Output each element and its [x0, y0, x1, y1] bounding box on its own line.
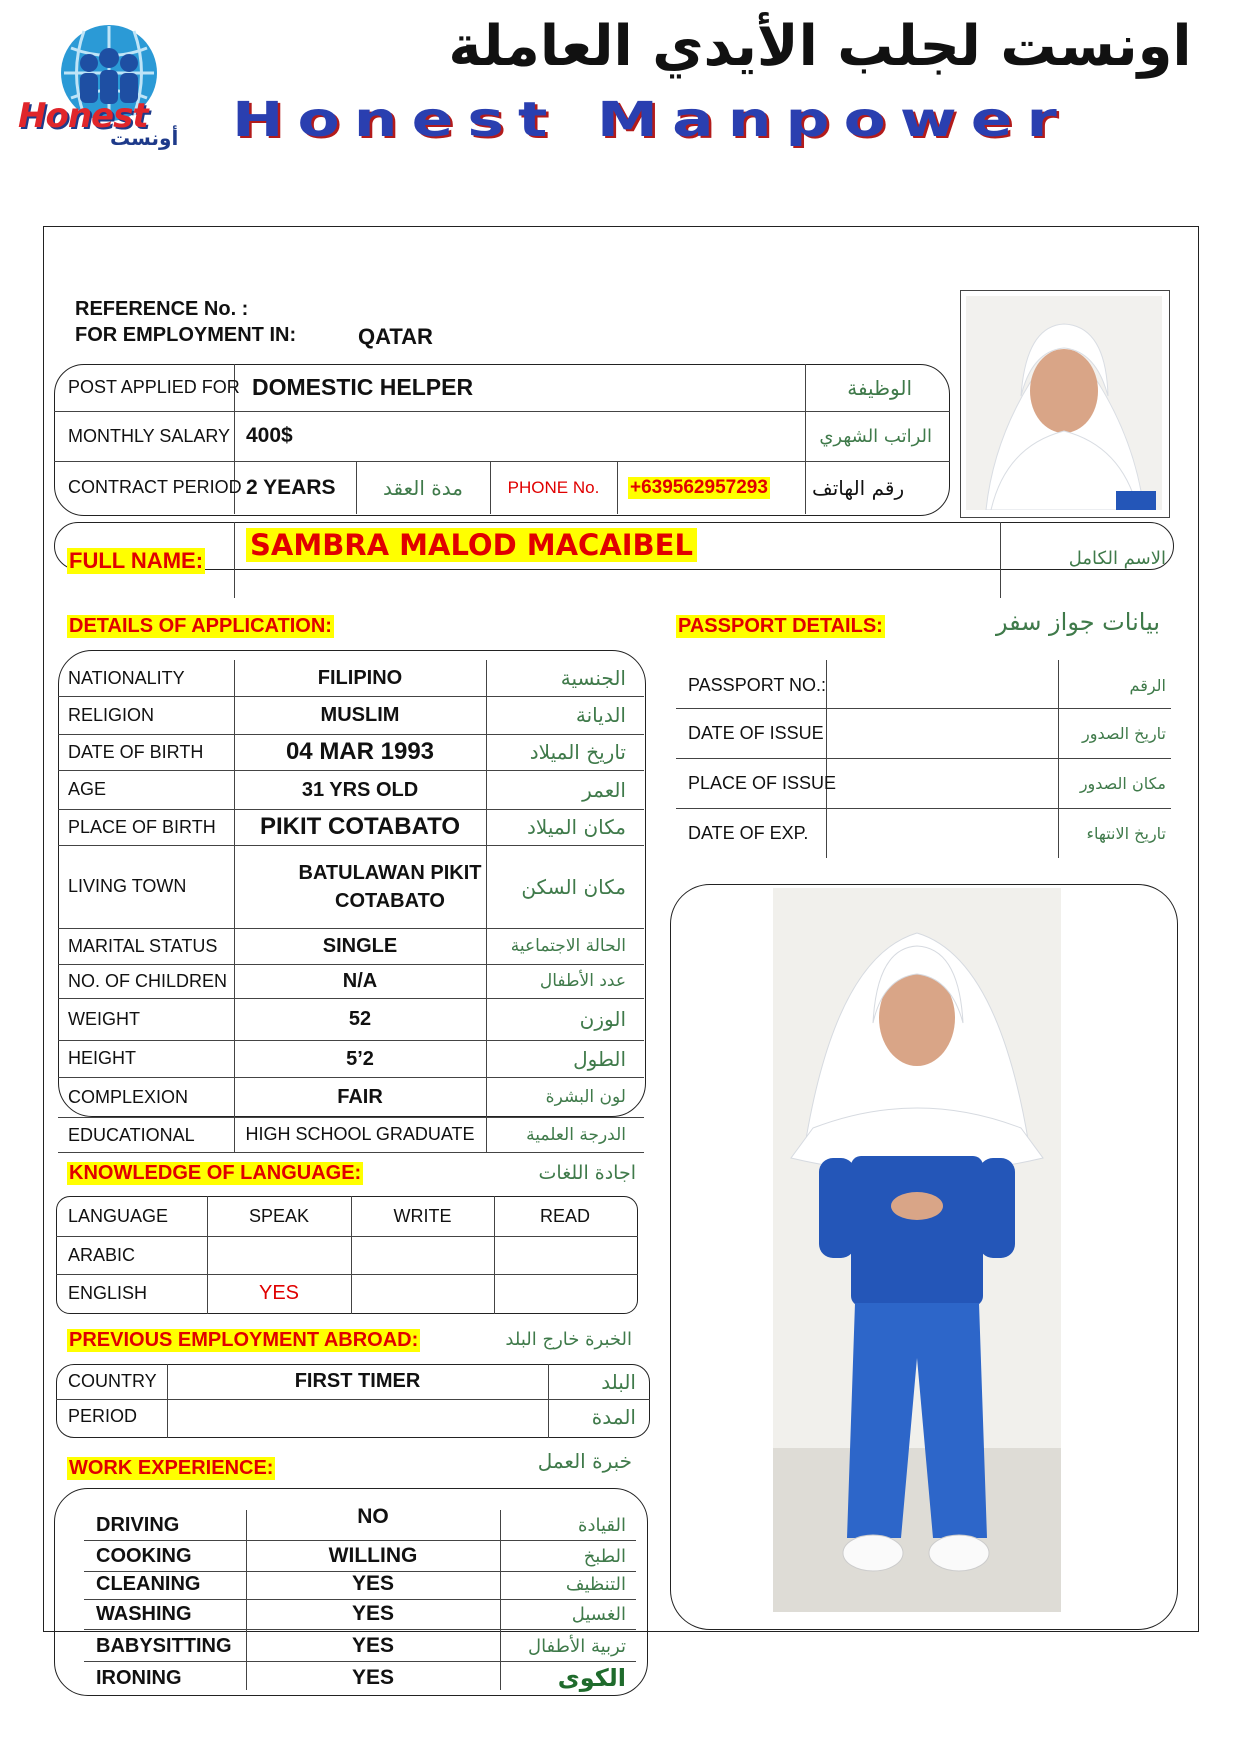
passport-label: DATE OF ISSUE — [688, 722, 824, 743]
salary-label: MONTHLY SALARY — [68, 425, 231, 446]
salary-value: 400$ — [246, 424, 293, 447]
full-name-label: FULL NAME: — [69, 548, 204, 573]
period-arabic: المدة — [591, 1404, 636, 1429]
arabic-read — [494, 1236, 636, 1274]
application-label: MARITAL STATUS — [68, 935, 218, 956]
application-heading: DETAILS OF APPLICATION: — [69, 615, 332, 637]
application-label: LIVING TOWN — [68, 876, 187, 896]
language-row-arabic: ARABIC — [68, 1244, 136, 1265]
period-label: PERIOD — [68, 1406, 138, 1426]
company-name-english: Honest Manpower — [232, 92, 1071, 148]
employment-label: FOR EMPLOYMENT IN: — [75, 324, 297, 346]
application-arabic: الطول — [573, 1046, 626, 1071]
application-value: FILIPINO — [317, 667, 403, 689]
application-label: DATE OF BIRTH — [68, 741, 204, 762]
work-experience-arabic: القيادة — [578, 1514, 626, 1536]
post-arabic: الوظيفة — [847, 375, 912, 400]
reference-label: REFERENCE No. : — [75, 298, 249, 320]
english-speak: YES — [258, 1281, 300, 1304]
work-experience-value: YES — [351, 1602, 395, 1625]
application-label: PLACE OF BIRTH — [68, 816, 216, 837]
passport-value — [826, 758, 1058, 808]
work-experience-label: COOKING — [96, 1544, 192, 1567]
application-value: 04 MAR 1993 — [285, 738, 435, 766]
language-heading-arabic: اجادة اللغات — [538, 1162, 636, 1184]
passport-label: PASSPORT NO.: — [688, 674, 827, 695]
work-experience-arabic: الكوى — [557, 1664, 626, 1692]
application-value: 5’2 — [346, 1047, 374, 1070]
passport-heading-arabic: بيانات جواز سفر — [995, 608, 1160, 636]
work-experience-heading: WORK EXPERIENCE: — [69, 1457, 274, 1479]
language-heading: KNOWLEDGE OF LANGUAGE: — [69, 1162, 362, 1184]
application-value: HIGH SCHOOL GRADUATE — [245, 1124, 475, 1145]
employment-country: QATAR — [358, 324, 433, 349]
work-experience-value: YES — [351, 1666, 395, 1689]
phone-number: +639562957293 — [630, 476, 768, 498]
logo-arabic: أونست — [110, 126, 179, 150]
previous-employment-arabic: الخبرة خارج البلد — [505, 1329, 632, 1350]
application-arabic: عدد الأطفال — [539, 971, 626, 991]
work-experience-arabic: الغسيل — [571, 1603, 626, 1625]
language-col-speak: SPEAK — [248, 1205, 310, 1226]
headshot-photo — [966, 296, 1162, 510]
application-label: WEIGHT — [68, 1008, 140, 1029]
phone-arabic: رقم الهاتف — [812, 475, 905, 500]
work-experience-label: DRIVING — [96, 1513, 180, 1536]
work-experience-value: YES — [351, 1634, 395, 1657]
phone-value — [628, 461, 770, 514]
passport-value — [826, 808, 1058, 858]
application-value: BATULAWAN PIKIT COTABATO — [298, 861, 482, 912]
application-label: COMPLEXION — [68, 1086, 189, 1107]
application-arabic: تاريخ الميلاد — [529, 740, 626, 764]
application-value: SINGLE — [322, 935, 398, 957]
company-name-arabic: اونست لجلب الأيدي العاملة — [448, 14, 1192, 79]
post-label: POST APPLIED FOR — [68, 377, 240, 397]
work-experience-label: IRONING — [96, 1666, 182, 1689]
passport-arabic: تاريخ الصدور — [1082, 723, 1166, 743]
language-row-english: ENGLISH — [68, 1282, 148, 1303]
passport-label: DATE OF EXP. — [688, 822, 809, 843]
contract-arabic: مدة العقد — [383, 475, 463, 500]
passport-arabic: تاريخ الانتهاء — [1086, 823, 1166, 843]
arabic-write — [351, 1236, 494, 1274]
english-write — [351, 1274, 494, 1312]
application-label: NO. OF CHILDREN — [68, 970, 228, 991]
work-experience-arabic: التنظيف — [565, 1573, 626, 1595]
passport-arabic: الرقم — [1129, 675, 1166, 695]
passport-value — [826, 708, 1058, 758]
application-value: 31 YRS OLD — [301, 778, 419, 801]
work-experience-value: NO — [357, 1505, 389, 1528]
application-value: PIKIT COTABATO — [260, 813, 460, 841]
period-value — [167, 1399, 548, 1434]
application-value: 52 — [348, 1008, 372, 1030]
application-arabic: مكان الميلاد — [527, 815, 626, 839]
work-experience-value: WILLING — [328, 1544, 418, 1567]
language-col-language: LANGUAGE — [68, 1205, 169, 1226]
work-experience-value: YES — [351, 1572, 395, 1595]
application-label: HEIGHT — [68, 1048, 137, 1068]
application-value: FAIR — [337, 1086, 383, 1108]
contract-label: CONTRACT PERIOD — [68, 477, 242, 497]
application-arabic: الدرجة العلمية — [526, 1125, 626, 1145]
work-experience-label: CLEANING — [96, 1572, 201, 1595]
full-name-value: SAMBRA MALOD MACAIBEL — [246, 528, 697, 562]
application-label: EDUCATIONAL — [68, 1124, 195, 1145]
work-experience-label: WASHING — [96, 1602, 192, 1625]
full-name-arabic: الاسم الكامل — [1068, 548, 1166, 569]
phone-label: PHONE No. — [507, 477, 600, 497]
application-arabic: لون البشرة — [545, 1087, 626, 1107]
application-label: AGE — [68, 779, 107, 799]
passport-heading: PASSPORT DETAILS: — [678, 615, 883, 637]
country-value: FIRST TIMER — [294, 1370, 421, 1392]
application-value: N/A — [342, 970, 378, 992]
logo-word: Honest — [18, 96, 148, 136]
application-label: RELIGION — [68, 704, 155, 725]
application-arabic: الجنسية — [560, 666, 626, 690]
application-value: MUSLIM — [320, 704, 400, 726]
language-col-read: READ — [539, 1205, 590, 1226]
passport-arabic: مكان الصدور — [1079, 773, 1166, 793]
application-arabic: مكان السكن — [521, 874, 626, 899]
application-arabic: العمر — [582, 777, 626, 802]
post-value: DOMESTIC HELPER — [252, 374, 474, 400]
application-arabic: الوزن — [579, 1007, 626, 1031]
application-arabic: الحالة الاجتماعية — [510, 936, 626, 956]
country-arabic: البلد — [601, 1369, 636, 1394]
application-arabic: الديانة — [575, 703, 626, 727]
application-label: NATIONALITY — [68, 667, 185, 688]
arabic-speak — [207, 1236, 351, 1274]
work-experience-label: BABYSITTING — [96, 1634, 232, 1657]
work-experience-arabic: خبرة العمل — [537, 1449, 632, 1473]
work-experience-arabic: تربية الأطفال — [527, 1635, 626, 1657]
passport-label: PLACE OF ISSUE — [688, 772, 837, 793]
language-col-write: WRITE — [393, 1205, 452, 1226]
passport-value — [826, 660, 1058, 710]
english-read — [494, 1274, 636, 1312]
full-body-photo — [773, 888, 1061, 1612]
contract-value: 2 YEARS — [246, 475, 336, 499]
salary-arabic: الراتب الشهري — [819, 425, 932, 447]
country-label: COUNTRY — [68, 1371, 157, 1391]
work-experience-arabic: الطبخ — [583, 1545, 626, 1567]
previous-employment-heading: PREVIOUS EMPLOYMENT ABROAD: — [69, 1329, 419, 1351]
